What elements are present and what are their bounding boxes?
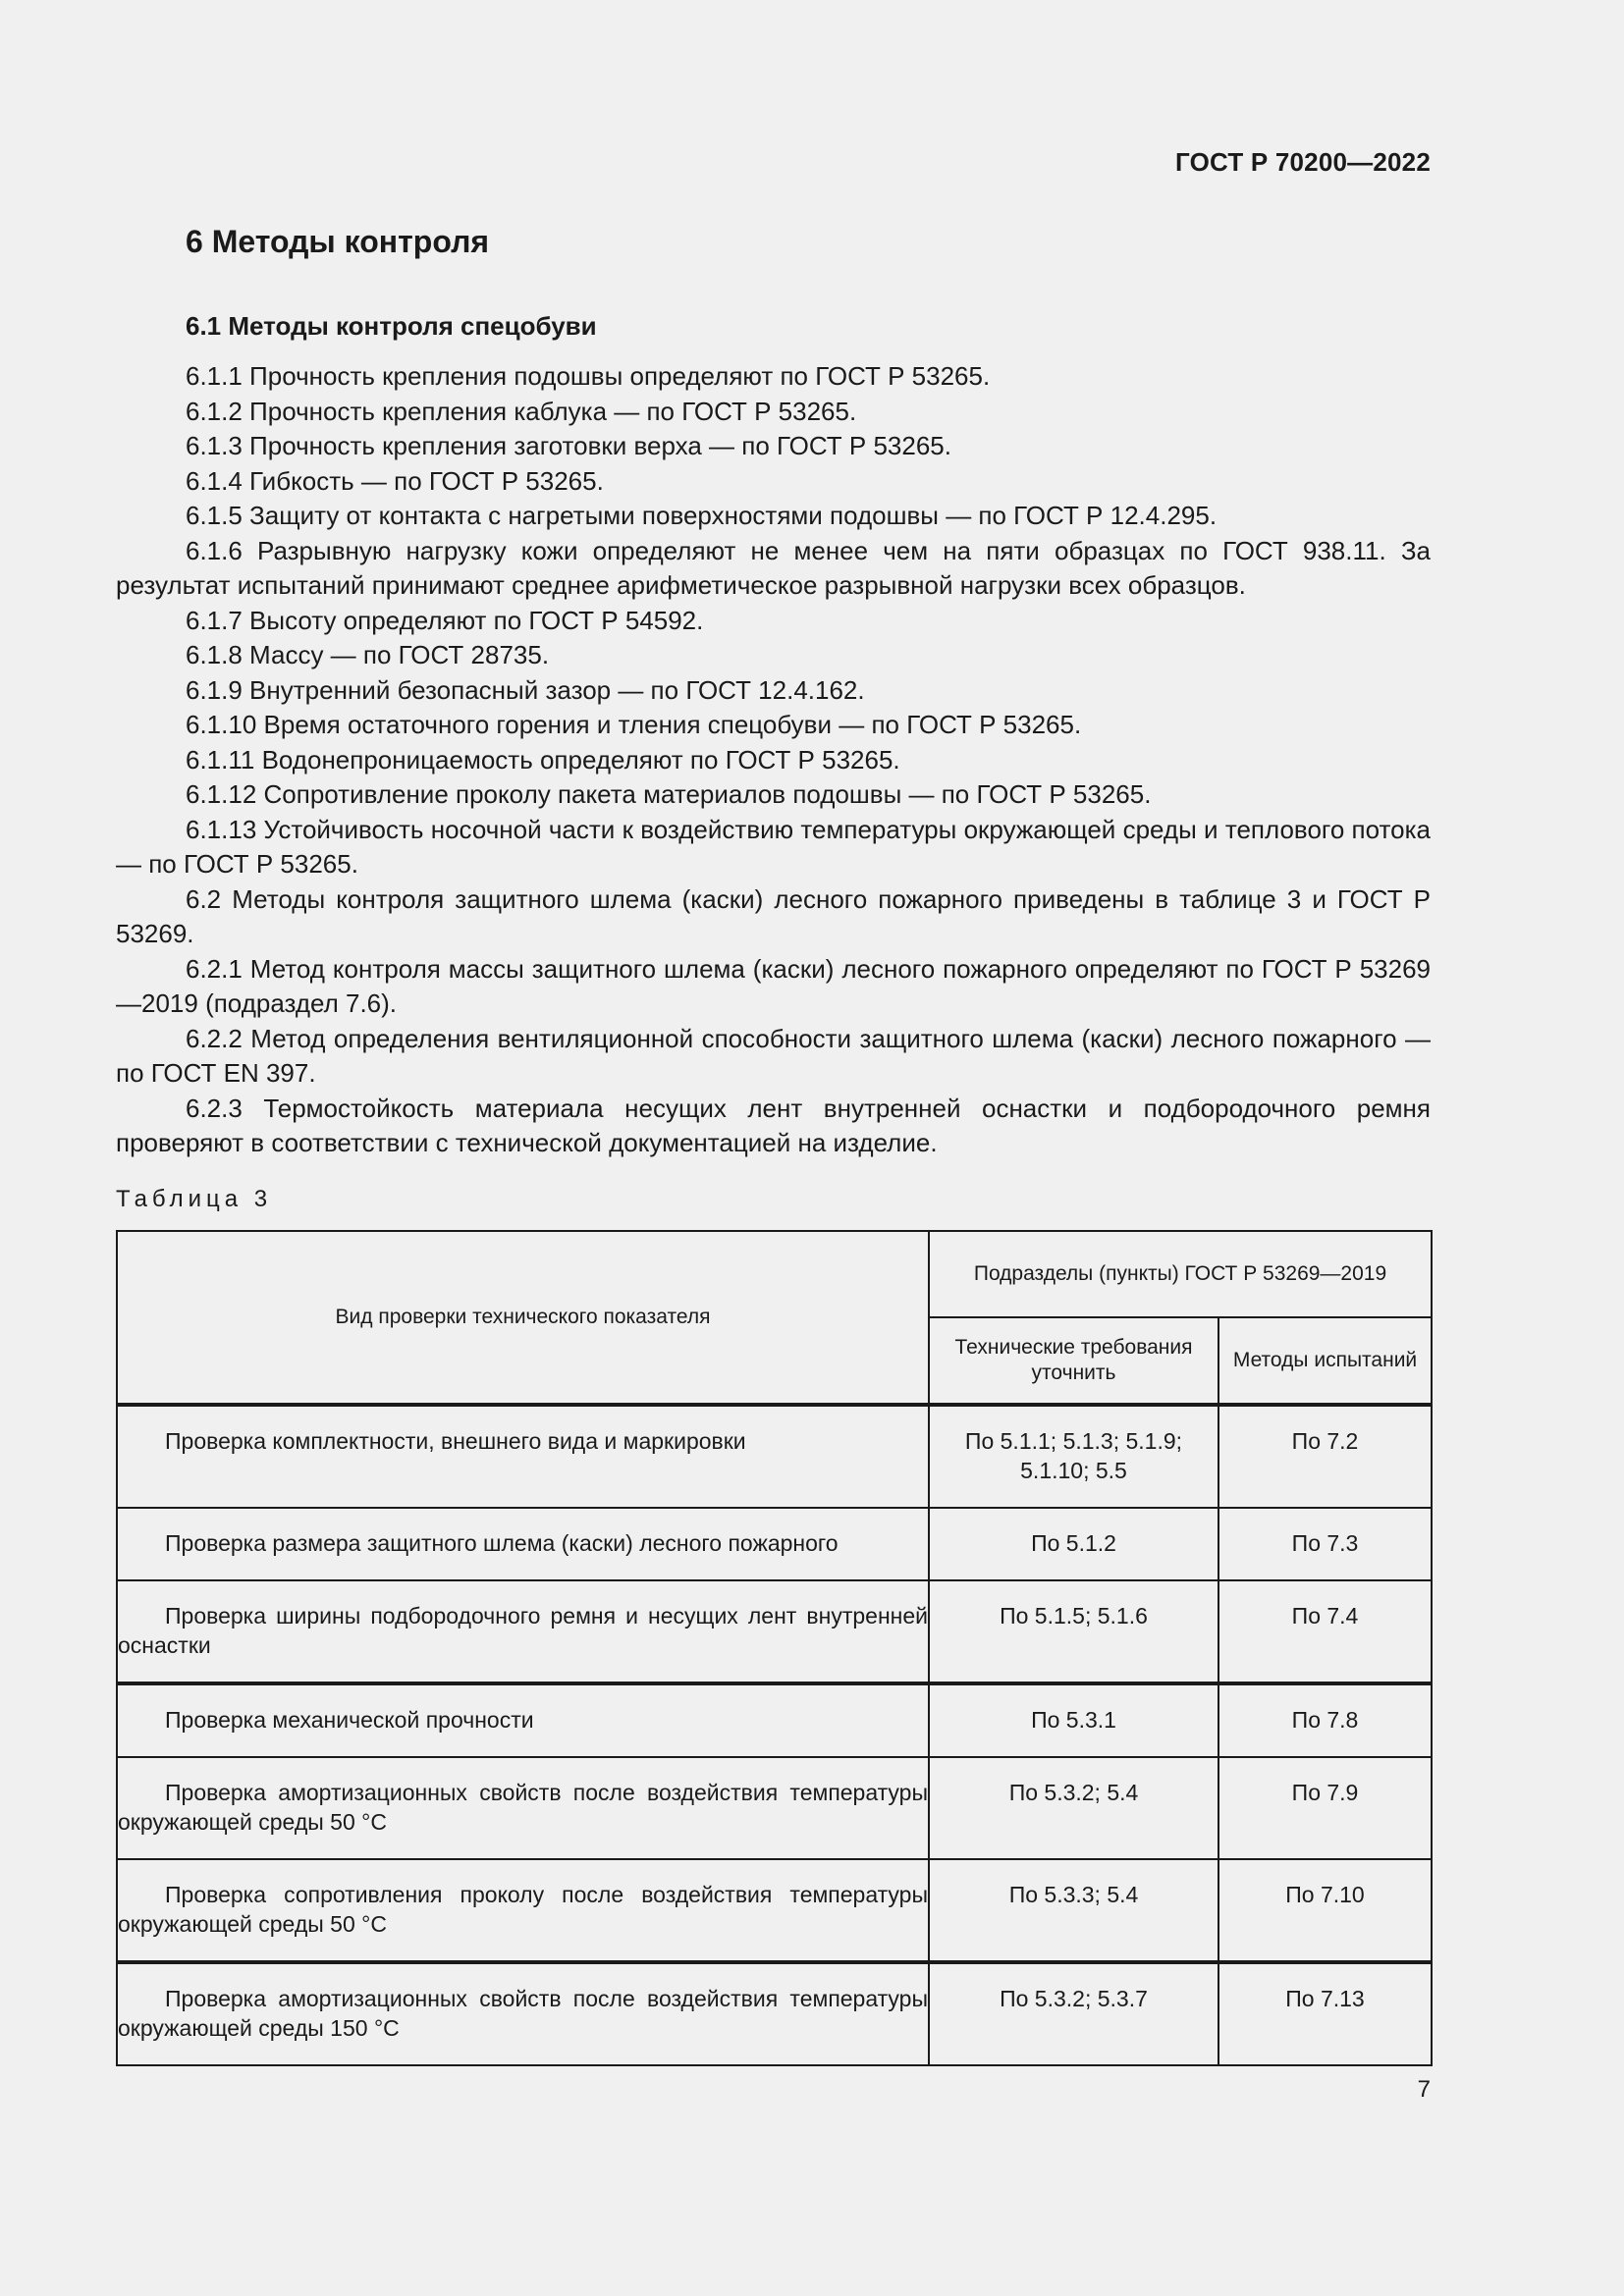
cell-requirements: По 5.1.1; 5.1.3; 5.1.9; 5.1.10; 5.5 xyxy=(929,1405,1218,1508)
table-row xyxy=(117,1962,1432,2065)
header-subsections: Подразделы (пункты) ГОСТ Р 53269—2019 xyxy=(929,1231,1432,1317)
paragraph: 6.2.2 Метод определения вентиляционной способности защитного шлема (каски) лесного пожарного — по ГОСТ EN 397. xyxy=(116,1023,1431,1088)
cell-requirements: По 5.3.1 xyxy=(929,1683,1218,1757)
cell-methods: По 7.10 xyxy=(1218,1859,1432,1962)
cell-methods: По 7.8 xyxy=(1218,1683,1432,1757)
cell-check: Проверка сопротивления проколу после воздействия температуры окружающей среды 50 °С xyxy=(117,1859,929,1962)
paragraph: 6.1.9 Внутренний безопасный зазор — по ГОСТ 12.4.162. xyxy=(186,674,865,705)
cell-check: Проверка механической прочности xyxy=(117,1683,929,1757)
cell-methods: По 7.4 xyxy=(1218,1580,1432,1683)
methods-table xyxy=(116,1230,1433,2066)
paragraph: 6.1.2 Прочность крепления каблука — по ГОСТ Р 53265. xyxy=(186,396,857,426)
paragraph: 6.1.7 Высоту определяют по ГОСТ Р 54592. xyxy=(186,605,704,635)
cell-requirements: По 5.3.2; 5.3.7 xyxy=(929,1962,1218,2065)
cell-check: Проверка ширины подбородочного ремня и несущих лент внутренней оснастки xyxy=(117,1580,929,1683)
header-methods: Методы испытаний xyxy=(1218,1317,1432,1405)
table-row xyxy=(117,1683,1432,1757)
document-code: ГОСТ Р 70200—2022 xyxy=(1175,147,1431,177)
table-row xyxy=(117,1859,1432,1962)
table-caption: Таблица 3 xyxy=(116,1186,273,1212)
subsection-title: 6.1 Методы контроля спецобуви xyxy=(186,311,597,341)
cell-check: Проверка размера защитного шлема (каски) лесного пожарного xyxy=(117,1508,929,1580)
paragraph: 6.1.11 Водонепроницаемость определяют по ГОСТ Р 53265. xyxy=(186,744,900,774)
cell-requirements: По 5.3.3; 5.4 xyxy=(929,1859,1218,1962)
section-title: 6 Методы контроля xyxy=(186,224,490,259)
cell-check: Проверка амортизационных свойств после воздействия температуры окружающей среды 150 °С xyxy=(117,1962,929,2065)
cell-methods: По 7.2 xyxy=(1218,1405,1432,1508)
paragraph: 6.1.6 Разрывную нагрузку кожи определяют не менее чем на пяти образцах по ГОСТ 938.11. За результат испытаний принимают среднее арифметическое разрывной нагрузки всех образцов. xyxy=(116,535,1431,600)
paragraph: 6.1.13 Устойчивость носочной части к воздействию температуры окружающей среды и теплового потока — по ГОСТ Р 53265. xyxy=(116,814,1431,879)
header-check-type: Вид проверки технического показателя xyxy=(117,1231,929,1405)
paragraph: 6.1.12 Сопротивление проколу пакета материалов подошвы — по ГОСТ Р 53265. xyxy=(186,779,1152,809)
paragraph: 6.1.10 Время остаточного горения и тления спецобуви — по ГОСТ Р 53265. xyxy=(186,710,1082,739)
paragraph: 6.2.1 Метод контроля массы защитного шлема (каски) лесного пожарного определяют по ГОСТ Р 53269—2019 (подраздел 7.6). xyxy=(116,953,1431,1018)
table-row xyxy=(117,1508,1432,1580)
paragraph: 6.1.5 Защиту от контакта с нагретыми поверхностями подошвы — по ГОСТ Р 12.4.295. xyxy=(186,501,1218,530)
table-row xyxy=(117,1405,1432,1508)
paragraph: 6.1.1 Прочность крепления подошвы определяют по ГОСТ Р 53265. xyxy=(186,361,991,391)
paragraph: 6.1.3 Прочность крепления заготовки верха — по ГОСТ Р 53265. xyxy=(186,431,951,460)
table-row xyxy=(117,1757,1432,1859)
table-row xyxy=(117,1580,1432,1683)
cell-requirements: По 5.1.5; 5.1.6 xyxy=(929,1580,1218,1683)
paragraph: 6.2.3 Термостойкость материала несущих лент внутренней оснастки и подбородочного ремня проверяют в соответствии с технической документацией на изделие. xyxy=(116,1093,1431,1157)
paragraph: 6.2 Методы контроля защитного шлема (каски) лесного пожарного приведены в таблице 3 и ГОСТ Р 53269. xyxy=(116,883,1431,948)
page-number: 7 xyxy=(1417,2076,1431,2103)
paragraph: 6.1.8 Массу — по ГОСТ 28735. xyxy=(186,640,550,669)
cell-check: Проверка комплектности, внешнего вида и маркировки xyxy=(117,1405,929,1508)
cell-requirements: По 5.3.2; 5.4 xyxy=(929,1757,1218,1859)
paragraph: 6.1.4 Гибкость — по ГОСТ Р 53265. xyxy=(186,465,604,496)
cell-methods: По 7.9 xyxy=(1218,1757,1432,1859)
header-requirements: Технические требования уточнить xyxy=(929,1317,1218,1405)
cell-methods: По 7.13 xyxy=(1218,1962,1432,2065)
cell-check: Проверка амортизационных свойств после воздействия температуры окружающей среды 50 °С xyxy=(117,1757,929,1859)
table-header-row xyxy=(117,1231,1432,1317)
cell-requirements: По 5.1.2 xyxy=(929,1508,1218,1580)
body-text xyxy=(116,359,1431,1161)
cell-methods: По 7.3 xyxy=(1218,1508,1432,1580)
